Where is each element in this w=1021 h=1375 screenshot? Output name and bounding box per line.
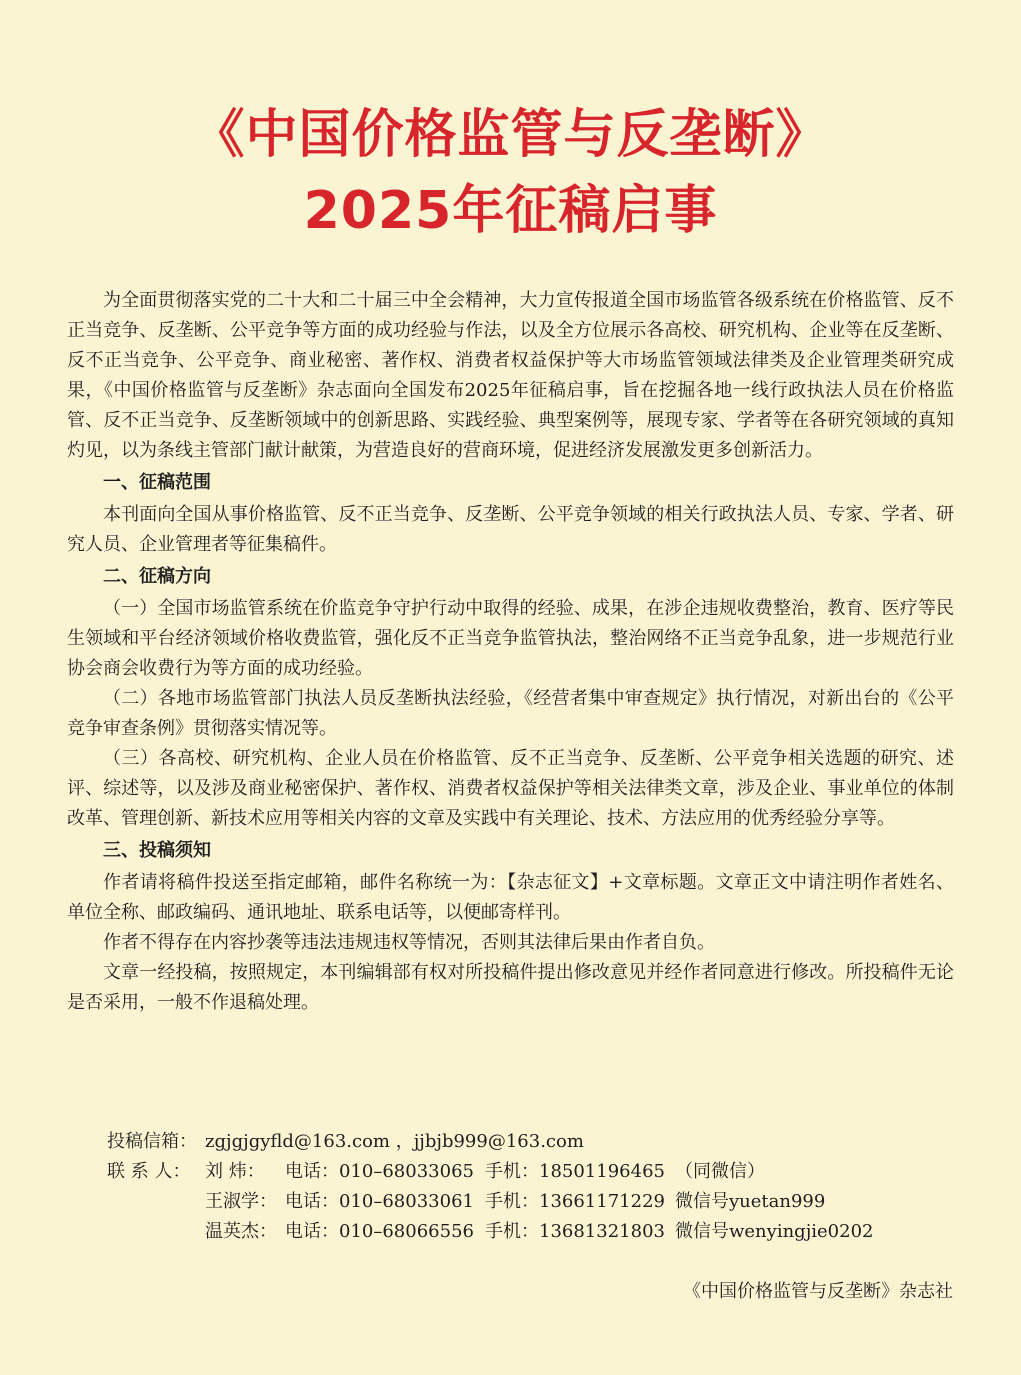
contact-wechat: 微信号yuetan999 — [675, 1191, 826, 1212]
contact-mobile: 手机：18501196465 — [485, 1161, 665, 1182]
email-addresses[interactable]: zgjgjgyfld@163.com ，jjbjb999@163.com — [205, 1131, 584, 1152]
contact-block — [107, 1127, 874, 1247]
section-1-paragraph: 本刊面向全国从事价格监管、反不正当竞争、反垄断、公平竞争领域的相关行政执法人员、专家、学者、研究人员、企业管理者等征集稿件。 — [67, 504, 954, 555]
contact-name: 王淑学： — [205, 1191, 277, 1212]
section-2-item-1: （一）全国市场监管系统在价监竞争守护行动中取得的经验、成果，在涉企违规收费整治，教育、医疗等民生领域和平台经济领域价格收费监管，强化反不正当竞争监管执法，整治网络不正当竞争乱象，进一步规范行业协会商会收费行为等方面的成功经验。 — [67, 598, 954, 679]
contact-mobile: 手机：13661171229 — [485, 1191, 665, 1212]
section-3-paragraph-1: 作者请将稿件投送至指定邮箱，邮件名称统一为：【杂志征文】+文章标题。文章正文中请注明作者姓名、单位全称、邮政编码、通讯地址、联系电话等，以便邮寄样刊。 — [67, 872, 954, 923]
publisher-signature: 《中国价格监管与反垄断》杂志社 — [683, 1281, 953, 1302]
title-line-2: 2025年征稿启事 — [303, 181, 718, 241]
contact-phone: 电话：010–68033061 — [285, 1191, 474, 1212]
email-row — [107, 1127, 874, 1157]
section-2-item-3: （三）各高校、研究机构、企业人员在价格监管、反不正当竞争、反垄断、公平竞争相关选题的研究、述评、综述等，以及涉及商业秘密保护、著作权、消费者权益保护等相关法律类文章，涉及企业、事业单位的体制改革、管理创新、新技术应用等相关内容的文章及实践中有关理论、技术、方法应用的优秀经验分享等。 — [67, 748, 954, 829]
contact-person-row — [107, 1217, 874, 1247]
contact-person-label: 联 系 人： — [107, 1161, 191, 1182]
contact-phone: 电话：010–68066556 — [285, 1221, 474, 1242]
section-3-paragraph-3: 文章一经投稿，按照规定，本刊编辑部有权对所投稿件提出修改意见并经作者同意进行修改。所投稿件无论是否采用，一般不作退稿处理。 — [67, 962, 954, 1013]
title-line-1: 《中国价格监管与反垄断》 — [192, 105, 829, 165]
intro-paragraph: 为全面贯彻落实党的二十大和二十届三中全会精神，大力宣传报道全国市场监管各级系统在价格监管、反不正当竞争、反垄断、公平竞争等方面的成功经验与作法，以及全方位展示各高校、研究机构、企业等在反垄断、反不正当竞争、公平竞争、商业秘密、著作权、消费者权益保护等大市场监管领域法律类及企业管理类研究成果，《中国价格监管与反垄断》杂志面向全国发布2025年征稿启事，旨在挖掘各地一线行政执法人员在价格监管、反不正当竞争、反垄断领域中的创新思路、实践经验、典型案例等，展现专家、学者等在各研究领域的真知灼见，以为条线主管部门献计献策，为营造良好的营商环境，促进经济发展激发更多创新活力。 — [67, 290, 954, 461]
contact-name: 温英杰： — [205, 1221, 277, 1242]
section-3-heading: 三、投稿须知 — [103, 840, 211, 861]
contact-name: 刘 炜： — [205, 1161, 265, 1182]
section-2-heading: 二、征稿方向 — [103, 566, 211, 587]
section-2-item-2: （二）各地市场监管部门执法人员反垄断执法经验，《经营者集中审查规定》执行情况，对新出台的《公平竞争审查条例》贯彻落实情况等。 — [67, 688, 954, 739]
announcement-body — [67, 286, 954, 1018]
contact-mobile: 手机：13681321803 — [485, 1221, 665, 1242]
contact-wechat: 微信号wenyingjie0202 — [675, 1221, 874, 1242]
contact-extra: （同微信） — [675, 1161, 765, 1182]
email-label: 投稿信箱： — [107, 1131, 197, 1152]
section-3-paragraph-2: 作者不得存在内容抄袭等违法违规违权等情况，否则其法律后果由作者自负。 — [103, 932, 715, 953]
contact-person-row — [107, 1187, 874, 1217]
section-1-heading: 一、征稿范围 — [103, 472, 211, 493]
contact-phone: 电话：010–68033065 — [285, 1161, 474, 1182]
contact-person-row — [107, 1157, 874, 1187]
